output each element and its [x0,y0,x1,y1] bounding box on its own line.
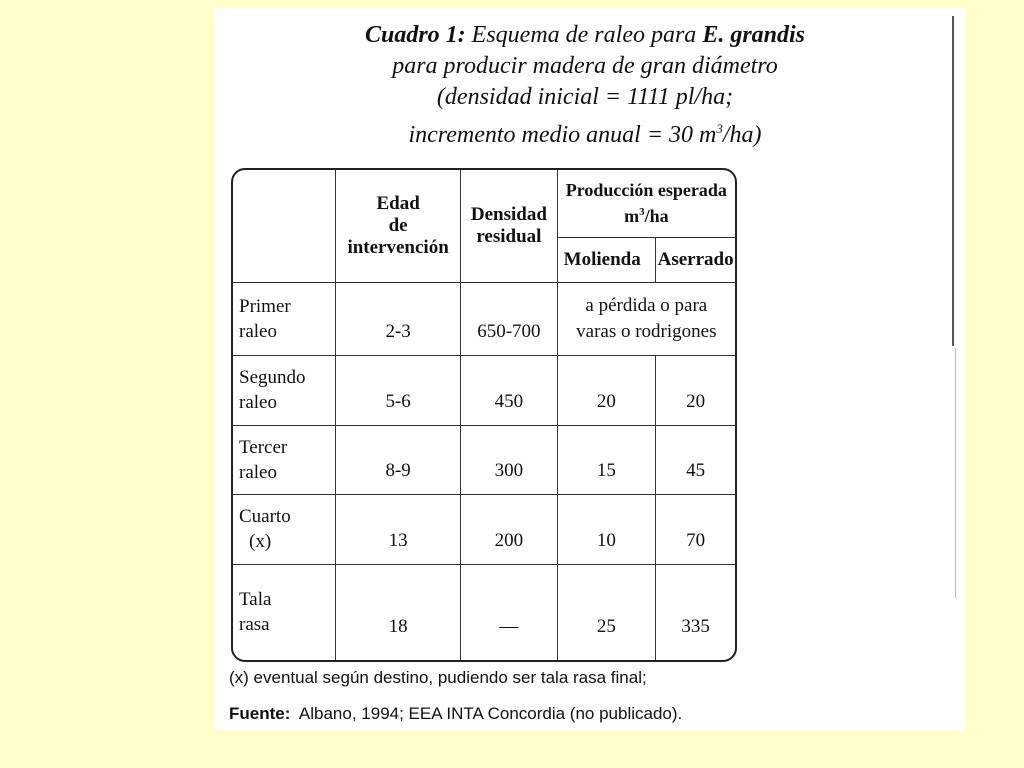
cell-merged-produccion: a pérdida o para varas o rodrigones [557,282,735,356]
cell-edad: 5-6 [336,356,461,425]
table-row [233,564,735,660]
page-edge-line-faint [955,348,956,598]
cell-edad: 18 [336,564,461,660]
row-name: Primer raleo [233,282,336,356]
cell-edad: 2-3 [336,282,461,356]
cell-densidad: — [461,564,558,660]
document-page [215,8,965,730]
cell-molienda: 15 [557,425,656,494]
caption-line4: incremento medio anual = 30 $m^3/ha$) [408,121,762,148]
header-row-1 [233,170,735,237]
thinning-table [231,168,737,662]
cell-densidad: 450 [461,356,558,425]
source-text: Albano, 1994; EEA INTA Concordia (no publicado). [298,704,683,723]
cell-aserrado: 335 [656,564,735,660]
cell-densidad: 300 [461,425,558,494]
cell-densidad: 650-700 [461,282,558,356]
header-densidad: Densidad residual [461,170,558,282]
table-caption [215,20,955,151]
header-aserrado: Aserrado [656,237,735,282]
header-molienda: Molienda [557,237,656,282]
source-note [229,704,959,724]
footnote: (x) eventual según destino, pudiendo ser tala rasa final; [229,668,647,687]
caption-line3: (densidad inicial = 1111 pl/ha; [436,84,734,110]
row-name: Tercer raleo [233,425,336,494]
caption-text: Esquema de raleo para [471,22,697,48]
header-empty-cell [233,170,336,282]
cell-edad: 8-9 [336,425,461,494]
cell-aserrado: 20 [656,356,735,425]
row-name: Tala rasa [233,564,336,660]
table-row [233,425,735,494]
header-edad: Edad de intervención [336,170,461,282]
cell-edad: 13 [336,495,461,564]
cell-aserrado: 45 [656,425,735,494]
table-row [233,495,735,564]
table-row [233,282,735,356]
cell-molienda: 10 [557,495,656,564]
table-row [233,356,735,425]
row-name: Cuarto (x) [233,495,336,564]
cell-aserrado: 70 [656,495,735,564]
header-produccion: Producción esperada $m^3/ha$ [557,170,735,237]
caption-species: E. grandis [702,22,806,48]
cell-molienda: 20 [557,356,656,425]
caption-line2: para producir madera de gran diámetro [392,53,778,79]
source-label: Fuente: [229,704,291,723]
row-name: Segundo raleo [233,356,336,425]
cell-molienda: 25 [557,564,656,660]
cell-densidad: 200 [461,495,558,564]
caption-label: Cuadro 1: [364,22,466,48]
